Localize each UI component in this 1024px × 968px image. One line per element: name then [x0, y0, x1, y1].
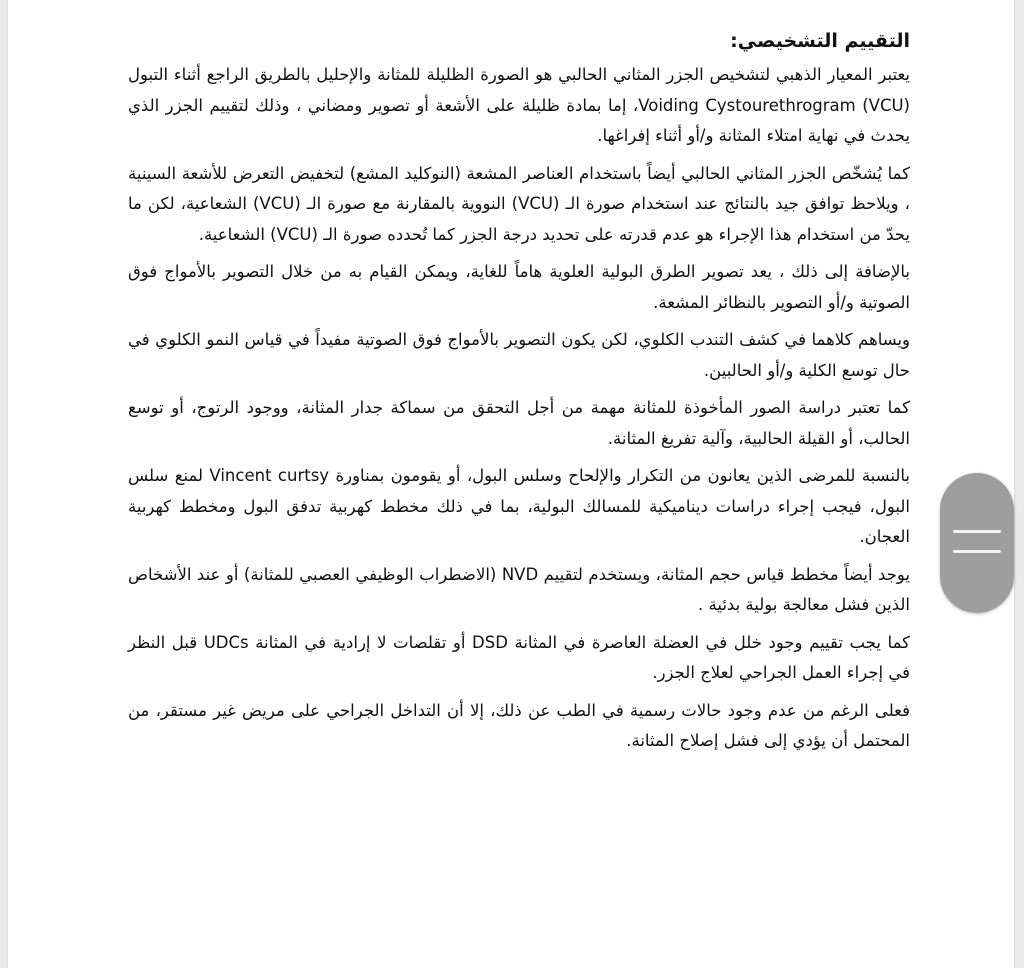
- section-title: التقييم التشخيصي:: [730, 30, 910, 52]
- paragraph-bladder-images: كما تعتبر دراسة الصور المأخوذة للمثانة مهمة من أجل التحقق من سماكة جدار المثانة، ووجود الرتوج، أو توسع الحالب، أو القيلة الحالبية، وآلية تفريغ المثانة.: [128, 398, 910, 448]
- paragraph-urodynamics: بالنسبة للمرضى الذين يعانون من التكرار والإلحاح وسلس البول، أو يقومون بمناورة Vincent curtsy لمنع سلس البول، فيجب إجراء دراسات ديناميكية للمسالك البولية، بما في ذلك مخطط كهربية تدفق البول ومخطط كهربية العجان.: [128, 466, 910, 546]
- paragraph-bladder-volume: يوجد أيضاً مخطط قياس حجم المثانة، ويستخدم لتقييم NVD (الاضطراب الوظيفي العصبي للمثانة) أو عند الأشخاص الذين فشل معالجة بولية بدئية .: [128, 564, 910, 614]
- paragraph-upper-tract-imaging: بالإضافة إلى ذلك ، يعد تصوير الطرق البولية العلوية هاماً للغاية، ويمكن القيام به من خلال التصوير بالأمواج فوق الصوتية و/أو التصوير بالنظائر المشعة.: [128, 262, 910, 312]
- document-page: [8, 0, 1014, 968]
- paragraph-surgical-risk: فعلى الرغم من عدم وجود حالات رسمية في الطب عن ذلك، إلا أن التداخل الجراحي على مريض غير مستقر، من المحتمل أن يؤدي إلى فشل إصلاح المثانة.: [128, 700, 910, 750]
- paragraph-gold-standard: يعتبر المعيار الذهبي لتشخيص الجزر المثاني الحالبي هو الصورة الظليلة للمثانة والإحليل بالطريق الراجع أثناء التبول (Voiding Cystourethrogram (VCU، إما بمادة ظليلة على الأشعة أو تصوير ومضاني ، وذلك لتقييم الجزر الذي يحدث في نهاية امتلاء المثانة و/أو أثناء إفراغها.: [128, 65, 910, 145]
- document-content: [128, 24, 910, 764]
- drag-handle-icon-line: [953, 550, 1001, 553]
- paragraph-nuclear-vcu: كما يُشخّص الجزر المثاني الحالبي أيضاً باستخدام العناصر المشعة (النوكليد المشع) لتخفيض التعرض للأشعة السينية ، ويلاحظ توافق جيد بالنتائج عند استخدام صورة الـ (VCU) النووية بالمقارنة مع صورة الـ (VCU) الشعاعية، لكن ما يحدّ من استخدام هذا الإجراء هو عدم قدرته على تحديد درجة الجزر كما تُحدده صورة الـ (VCU) الشعاعية.: [128, 163, 910, 244]
- paragraph-renal-scarring: ويساهم كلاهما في كشف التندب الكلوي، لكن يكون التصوير بالأمواج فوق الصوتية مفيداً في قياس النمو الكلوي في حال توسع الكلية و/أو الحالبين.: [128, 330, 910, 380]
- paragraph-dsd-udcs: كما يجب تقييم وجود خلل في العضلة العاصرة في المثانة DSD أو تقلصات لا إرادية في المثانة UDCs قبل النظر في إجراء العمل الجراحي لعلاج الجزر.: [128, 632, 910, 682]
- drag-handle-icon: [953, 530, 1001, 533]
- scroll-handle[interactable]: [940, 473, 1014, 613]
